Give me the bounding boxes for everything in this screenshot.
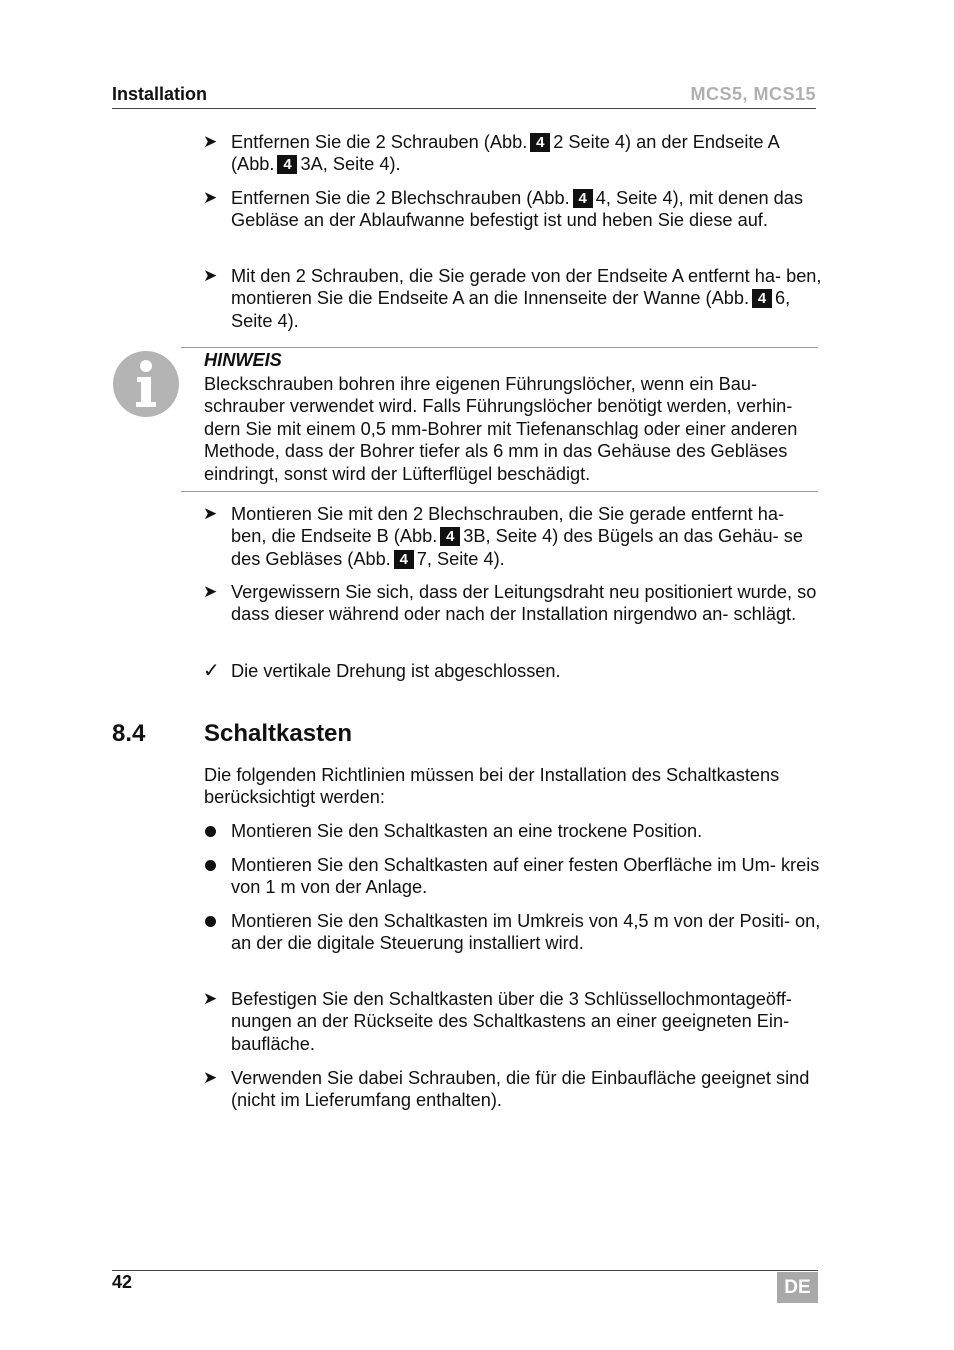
arrow-icon: ➤ <box>203 266 218 285</box>
figure-ref: 4 <box>394 550 414 569</box>
section-title: Schaltkasten <box>204 720 353 747</box>
arrow-icon: ➤ <box>203 132 218 151</box>
note-divider-bottom <box>181 491 818 492</box>
page-number: 42 <box>112 1272 133 1292</box>
figure-ref: 4 <box>752 289 772 308</box>
step-item: ➤ Mit den 2 Schrauben, die Sie gerade von der Endseite A entfernt ha- ben, montieren Sie die Endseite A an die Innenseite der Wanne (Abb. 4 6, Seite 4). <box>203 266 822 331</box>
arrow-icon: ➤ <box>203 504 218 523</box>
arrow-icon: ➤ <box>203 1068 218 1087</box>
arrow-icon: ➤ <box>203 989 218 1008</box>
bullet-item: Montieren Sie den Schaltkasten im Umkreis von 4,5 m von der Positi- on, an der die digitale Steuerung installiert wird. <box>203 910 823 955</box>
arrow-icon: ➤ <box>203 188 218 207</box>
arrow-icon: ➤ <box>203 582 218 601</box>
bullet-item: Montieren Sie den Schaltkasten auf einer festen Oberfläche im Um- kreis von 1 m von der Anlage. <box>203 854 823 899</box>
header-model: MCS5, MCS15 <box>690 84 816 104</box>
figure-ref: 4 <box>440 527 460 546</box>
note-divider-top <box>181 347 818 348</box>
header-section: Installation <box>112 84 208 104</box>
note-title: HINWEIS <box>204 350 282 370</box>
bullet-icon <box>205 916 216 927</box>
figure-ref: 4 <box>277 155 297 174</box>
figure-ref: 4 <box>530 133 550 152</box>
bullet-item: Montieren Sie den Schaltkasten an eine trockene Position. <box>203 820 823 842</box>
bullet-icon <box>205 826 216 837</box>
language-badge: DE <box>777 1272 818 1303</box>
step-item: ➤ Entfernen Sie die 2 Schrauben (Abb. 4 2 Seite 4) an der Endseite A (Abb. 4 3A, Seite 4). <box>203 132 779 175</box>
step-item: ➤ Befestigen Sie den Schaltkasten über die 3 Schlüssellochmontageöff- nungen an der Rückseite des Schaltkastens an einer geeigneten Ein- baufläche. <box>203 989 792 1054</box>
step-item: ➤ Verwenden Sie dabei Schrauben, die für die Einbaufläche geeignet sind (nicht im Lieferumfang enthalten). <box>203 1068 810 1111</box>
figure-ref: 4 <box>573 189 593 208</box>
info-icon <box>112 350 180 418</box>
bullet-icon <box>205 860 216 871</box>
step-item: ➤ Entfernen Sie die 2 Blechschrauben (Abb. 4 4, Seite 4), mit denen das Gebläse an der Ablaufwanne befestigt ist und heben Sie diese auf. <box>203 188 803 231</box>
step-item: ➤ Vergewissern Sie sich, dass der Leitungsdraht neu positioniert wurde, so dass dieser während oder nach der Installation nirgendwo an- schlägt. <box>203 582 817 625</box>
check-icon: ✓ <box>203 660 220 682</box>
note-body: Bleckschrauben bohren ihre eigenen Führungslöcher, wenn ein Bau- schrauber verwendet wird. Falls Führungslöcher benötigt werden, verhin- dern Sie mit einem 0,5 mm-Bohrer mit Tiefenanschlag oder einer anderen Methode, dass der Bohrer tiefer als 6 mm in das Gehäuse des Gebläses eindringt, sonst wird der Lüfterflügel beschädigt. <box>204 374 798 484</box>
footer-divider <box>112 1270 818 1271</box>
result-item: ✓ Die vertikale Drehung ist abgeschlossen. <box>203 660 561 682</box>
page-header <box>112 84 816 109</box>
section-number: 8.4 <box>112 720 146 747</box>
section-intro: Die folgenden Richtlinien müssen bei der Installation des Schaltkastens berücksichtigt werden: <box>204 765 780 808</box>
step-item: ➤ Montieren Sie mit den 2 Blechschrauben, die Sie gerade entfernt ha- ben, die Endseite B (Abb. 4 3B, Seite 4) des Bügels an das Gehäu- se des Gebläses (Abb. 4 7, Seite 4). <box>203 504 803 569</box>
